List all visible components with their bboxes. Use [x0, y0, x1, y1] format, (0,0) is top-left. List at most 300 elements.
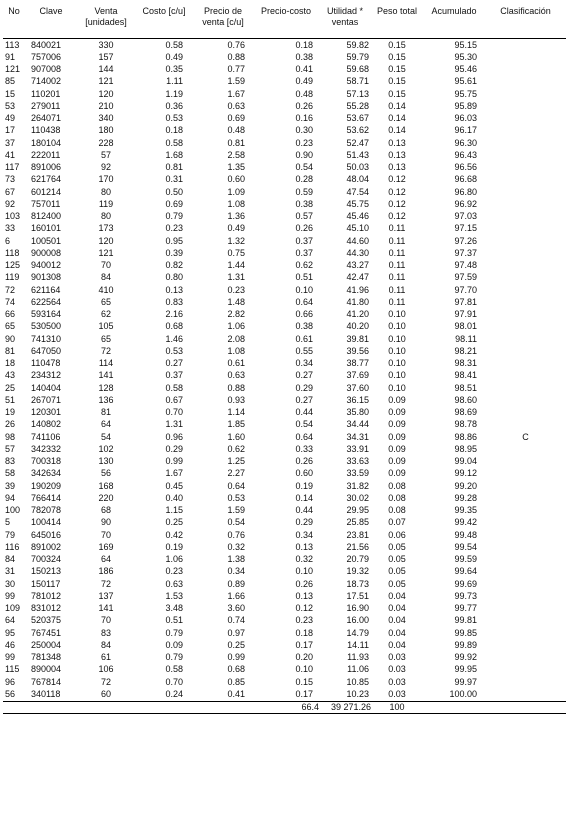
- cell-peso: 0.09: [388, 419, 406, 430]
- cell-clave: 180104: [31, 137, 62, 148]
- cell-acumulado: 99.28: [454, 492, 477, 503]
- cell-costo: 0.40: [165, 492, 183, 503]
- cell-peso: 0.15: [388, 51, 406, 62]
- cell-acumulado: 99.77: [454, 603, 477, 614]
- cell-clasificacion: [485, 247, 566, 259]
- cell-venta: 68: [100, 505, 111, 516]
- cell-peso: 0.04: [388, 590, 406, 601]
- cell-venta: 128: [98, 382, 114, 393]
- cell-utilidad: 48.04: [346, 174, 369, 185]
- cell-costo: 0.31: [165, 174, 183, 185]
- cell-clave: 120301: [31, 407, 62, 418]
- cell-precio: 0.62: [227, 443, 245, 454]
- cell-venta: 72: [100, 578, 111, 589]
- totals-empty-cell: [485, 701, 566, 713]
- cell-costo: 0.68: [165, 321, 183, 332]
- cell-precio-costo: 0.29: [295, 382, 313, 393]
- cell-utilidad: 39.56: [346, 345, 369, 356]
- cell-venta: 180: [98, 125, 114, 136]
- table-totals: [3, 701, 566, 713]
- cell-precio: 0.41: [227, 688, 245, 699]
- cell-no: 72: [5, 284, 16, 295]
- cell-acumulado: 97.15: [454, 223, 477, 234]
- cell-utilidad: 45.10: [346, 223, 369, 234]
- cell-clasificacion: [485, 296, 566, 308]
- cell-venta: 141: [98, 603, 114, 614]
- table-row: [3, 76, 566, 88]
- cell-costo: 2.16: [165, 309, 183, 320]
- cell-clave: 110201: [31, 88, 61, 99]
- cell-no: 103: [5, 211, 21, 222]
- cell-acumulado: 98.51: [454, 382, 477, 393]
- cell-costo: 0.63: [165, 578, 183, 589]
- cell-acumulado: 98.11: [455, 333, 477, 344]
- totals-row: [3, 701, 566, 713]
- cell-costo: 0.58: [165, 382, 183, 393]
- cell-no: 67: [5, 186, 16, 197]
- cell-no: 15: [5, 88, 16, 99]
- totals-empty-cell: [135, 701, 193, 713]
- cell-utilidad: 21.56: [346, 541, 369, 552]
- cell-utilidad: 45.46: [346, 211, 369, 222]
- cell-peso: 0.12: [388, 186, 406, 197]
- cell-clave: 530500: [31, 321, 62, 332]
- cell-precio: 0.61: [227, 358, 245, 369]
- table-row: [3, 480, 566, 492]
- cell-utilidad: 17.51: [346, 590, 369, 601]
- cell-venta: 83: [100, 627, 111, 638]
- cell-venta: 70: [100, 529, 111, 540]
- cell-acumulado: 97.91: [454, 309, 477, 320]
- cell-clave: 766414: [31, 492, 62, 503]
- cell-peso: 0.13: [388, 137, 406, 148]
- table-row: [3, 211, 566, 223]
- cell-peso: 0.11: [388, 272, 406, 283]
- cell-clave: 645016: [31, 529, 62, 540]
- cell-peso: 0.10: [388, 345, 406, 356]
- header-clasificacion: Clasificación: [500, 6, 551, 16]
- cell-costo: 0.18: [165, 125, 183, 136]
- cell-clave: 901308: [31, 272, 62, 283]
- cell-clave: 900008: [31, 247, 62, 258]
- table-row: [3, 260, 566, 272]
- table-row: [3, 358, 566, 370]
- cell-clave: 700324: [31, 554, 62, 565]
- cell-precio-costo: 0.59: [295, 186, 313, 197]
- cell-precio-costo: 0.19: [295, 480, 313, 491]
- cell-clasificacion: [485, 541, 566, 553]
- cell-clave: 342634: [31, 468, 62, 479]
- table-row: [3, 39, 566, 52]
- cell-clasificacion: [485, 284, 566, 296]
- cell-utilidad: 51.43: [346, 149, 369, 160]
- cell-clasificacion: [485, 419, 566, 431]
- cell-costo: 3.48: [165, 603, 183, 614]
- cell-peso: 0.10: [388, 358, 406, 369]
- cell-clave: 267071: [31, 394, 62, 405]
- cell-precio-costo: 0.54: [295, 162, 313, 173]
- cell-peso: 0.03: [388, 652, 406, 663]
- cell-venta: 340: [98, 113, 114, 124]
- cell-utilidad: 45.75: [346, 198, 369, 209]
- cell-no: 5: [5, 517, 11, 528]
- table-row: [3, 174, 566, 186]
- cell-peso: 0.15: [388, 76, 406, 87]
- cell-acumulado: 97.03: [454, 211, 477, 222]
- cell-venta: 210: [98, 100, 114, 111]
- table-row: [3, 627, 566, 639]
- cell-costo: 0.83: [165, 296, 183, 307]
- cell-clave: 757006: [31, 51, 62, 62]
- cell-utilidad: 33.63: [346, 456, 369, 467]
- cell-venta: 84: [100, 272, 111, 283]
- cell-clave: 621164: [31, 284, 61, 295]
- cell-acumulado: 99.64: [454, 566, 477, 577]
- header-clave: Clave: [39, 6, 63, 16]
- totals-empty-cell: [25, 701, 77, 713]
- cell-acumulado: 96.68: [454, 174, 477, 185]
- cell-clasificacion: [485, 676, 566, 688]
- cell-clave: 110478: [31, 358, 61, 369]
- cell-no: 118: [5, 247, 20, 258]
- cell-peso: 0.04: [388, 639, 406, 650]
- cell-precio-costo: 0.23: [295, 137, 313, 148]
- table-row: [3, 541, 566, 553]
- table-row: [3, 394, 566, 406]
- cell-peso: 0.12: [388, 174, 406, 185]
- cell-acumulado: 96.92: [454, 198, 477, 209]
- cell-costo: 0.58: [165, 39, 183, 50]
- cell-clasificacion: [485, 358, 566, 370]
- cell-precio-costo: 0.44: [295, 505, 313, 516]
- cell-peso: 0.03: [388, 664, 406, 675]
- table-row: [3, 149, 566, 161]
- cell-costo: 0.51: [165, 615, 183, 626]
- header-utilidad: [319, 6, 371, 39]
- table-row: [3, 186, 566, 198]
- cell-clave: 891006: [31, 162, 62, 173]
- cell-precio-costo: 0.49: [295, 76, 313, 87]
- cell-costo: 0.99: [165, 456, 183, 467]
- cell-peso: 0.05: [388, 554, 406, 565]
- cell-no: 113: [5, 39, 20, 50]
- cell-clave: 222011: [31, 149, 61, 160]
- cell-acumulado: 97.59: [454, 272, 477, 283]
- table-row: [3, 309, 566, 321]
- cell-costo: 0.50: [165, 186, 183, 197]
- cell-clasificacion: [485, 162, 566, 174]
- cell-no: 66: [5, 309, 16, 320]
- cell-peso: 0.09: [388, 394, 406, 405]
- cell-precio-costo: 0.34: [295, 529, 313, 540]
- cell-utilidad: 33.91: [346, 443, 369, 454]
- cell-acumulado: 98.78: [454, 419, 477, 430]
- cell-venta: 228: [98, 137, 114, 148]
- cell-no: 100: [5, 505, 21, 516]
- cell-no: 33: [5, 223, 16, 234]
- cell-venta: 81: [100, 407, 111, 418]
- cell-acumulado: 98.60: [454, 394, 477, 405]
- cell-clave: 907008: [31, 64, 62, 75]
- cell-precio: 0.34: [227, 566, 245, 577]
- cell-utilidad: 31.82: [346, 480, 369, 491]
- cell-costo: 0.19: [165, 541, 183, 552]
- cell-clasificacion: [485, 603, 566, 615]
- cell-utilidad: 53.62: [346, 125, 369, 136]
- cell-precio: 0.48: [227, 125, 245, 136]
- cell-peso: 0.04: [388, 615, 406, 626]
- cell-peso: 0.08: [388, 492, 406, 503]
- cell-clave: 940012: [31, 260, 62, 271]
- cell-costo: 0.80: [165, 272, 183, 283]
- cell-no: 30: [5, 578, 16, 589]
- cell-clasificacion: [485, 309, 566, 321]
- cell-costo: 1.68: [165, 149, 183, 160]
- cell-costo: 0.42: [165, 529, 183, 540]
- cell-costo: 0.70: [165, 407, 183, 418]
- cell-clave: 741106: [31, 431, 61, 442]
- cell-costo: 0.36: [165, 100, 183, 111]
- header-utilidad-line1: Utilidad *: [326, 6, 364, 16]
- cell-no: 119: [5, 272, 20, 283]
- cell-no: 121: [5, 64, 21, 75]
- cell-precio-costo: 0.28: [295, 174, 313, 185]
- header-venta: [77, 6, 135, 39]
- cell-clasificacion: [485, 566, 566, 578]
- cell-costo: 0.09: [165, 639, 183, 650]
- header-precio-line1: Precio de: [203, 6, 243, 16]
- cell-utilidad: 42.47: [346, 272, 369, 283]
- cell-precio-costo: 0.38: [295, 198, 313, 209]
- cell-no: 95: [5, 627, 16, 638]
- cell-costo: 0.37: [165, 370, 183, 381]
- cell-acumulado: 99.89: [454, 639, 477, 650]
- cell-utilidad: 33.59: [346, 468, 369, 479]
- cell-precio: 0.53: [227, 492, 245, 503]
- cell-utilidad: 11.06: [347, 664, 369, 675]
- cell-costo: 0.79: [165, 211, 183, 222]
- cell-utilidad: 18.73: [346, 578, 369, 589]
- cell-precio-costo: 0.26: [295, 100, 313, 111]
- cell-utilidad: 34.31: [346, 431, 369, 442]
- cell-utilidad: 39.81: [346, 333, 369, 344]
- cell-venta: 64: [100, 419, 111, 430]
- table-row: [3, 688, 566, 701]
- table-row: [3, 100, 566, 112]
- cell-acumulado: 97.37: [454, 247, 477, 258]
- cell-peso: 0.11: [388, 260, 406, 271]
- cell-peso: 0.11: [388, 223, 406, 234]
- cell-clave: 757011: [31, 198, 61, 209]
- cell-costo: 1.11: [166, 76, 183, 87]
- cell-acumulado: 95.15: [454, 39, 477, 50]
- cell-clave: 250004: [31, 639, 62, 650]
- cell-clasificacion: [485, 149, 566, 161]
- total-utilidad: 39 271.26: [330, 701, 371, 712]
- cell-venta: 60: [100, 688, 111, 699]
- cell-precio: 0.63: [227, 370, 245, 381]
- cell-venta: 102: [98, 443, 114, 454]
- table-row: [3, 443, 566, 455]
- cell-peso: 0.11: [388, 296, 406, 307]
- cell-peso: 0.10: [388, 321, 406, 332]
- cell-no: 49: [5, 113, 16, 124]
- cell-clave: 647050: [31, 345, 62, 356]
- table-row: [3, 51, 566, 63]
- table-row: [3, 125, 566, 137]
- cell-precio-costo: 0.30: [295, 125, 313, 136]
- table-row: [3, 468, 566, 480]
- cell-costo: 0.58: [165, 137, 183, 148]
- table-row: [3, 382, 566, 394]
- cell-precio: 0.88: [227, 51, 245, 62]
- cell-no: 90: [5, 333, 16, 344]
- cell-venta: 70: [100, 615, 111, 626]
- cell-clasificacion: [485, 64, 566, 76]
- cell-clave: 342332: [31, 443, 62, 454]
- cell-peso: 0.05: [388, 578, 406, 589]
- cell-acumulado: 96.30: [454, 137, 477, 148]
- cell-clasificacion: [485, 652, 566, 664]
- cell-no: 117: [5, 162, 20, 173]
- cell-precio: 1.36: [227, 211, 245, 222]
- cell-no: 94: [5, 492, 16, 503]
- cell-venta: 105: [98, 321, 114, 332]
- cell-precio-costo: 0.41: [295, 64, 313, 75]
- cell-no: 31: [5, 566, 16, 577]
- table-row: [3, 407, 566, 419]
- cell-acumulado: 95.61: [454, 76, 477, 87]
- cell-precio-costo: 0.61: [295, 333, 313, 344]
- cell-no: 85: [5, 76, 16, 87]
- cell-peso: 0.06: [388, 529, 406, 540]
- cell-precio-costo: 0.38: [295, 321, 313, 332]
- cell-venta: 220: [98, 492, 114, 503]
- cell-no: 98: [5, 431, 16, 442]
- cell-precio: 0.97: [227, 627, 245, 638]
- cell-precio: 0.49: [227, 223, 245, 234]
- table-row: [3, 639, 566, 651]
- cell-acumulado: 99.59: [454, 554, 477, 565]
- cell-clasificacion: [485, 529, 566, 541]
- cell-acumulado: 98.69: [454, 407, 477, 418]
- cell-venta: 72: [100, 345, 111, 356]
- cell-precio-costo: 0.64: [295, 296, 313, 307]
- cell-venta: 169: [98, 541, 114, 552]
- cell-venta: 57: [100, 149, 111, 160]
- cell-acumulado: 99.69: [454, 578, 477, 589]
- cell-acumulado: 98.41: [454, 370, 477, 381]
- cell-utilidad: 19.32: [346, 566, 369, 577]
- table-row: [3, 615, 566, 627]
- cell-no: 74: [5, 296, 16, 307]
- table-row: [3, 431, 566, 443]
- cell-clave: 622564: [31, 296, 62, 307]
- cell-precio-costo: 0.26: [295, 578, 313, 589]
- cell-utilidad: 16.00: [346, 615, 369, 626]
- cell-costo: 0.96: [165, 431, 183, 442]
- cell-no: 73: [5, 174, 16, 185]
- cell-precio-costo: 0.10: [295, 664, 313, 675]
- cell-acumulado: 99.95: [454, 664, 477, 675]
- cell-clasificacion: [485, 590, 566, 602]
- table-row: [3, 296, 566, 308]
- cell-utilidad: 55.28: [346, 100, 369, 111]
- cell-precio-costo: 0.18: [295, 39, 313, 50]
- cell-precio: 0.77: [227, 64, 245, 75]
- cell-venta: 120: [98, 88, 114, 99]
- table-row: [3, 113, 566, 125]
- cell-precio: 0.64: [227, 480, 245, 491]
- cell-utilidad: 34.44: [346, 419, 369, 430]
- cell-precio-costo: 0.13: [295, 590, 313, 601]
- cell-clasificacion: [485, 198, 566, 210]
- cell-precio-costo: 0.12: [295, 603, 313, 614]
- cell-venta: 120: [98, 235, 114, 246]
- cell-utilidad: 23.81: [346, 529, 369, 540]
- cell-precio-costo: 0.10: [295, 566, 313, 577]
- table-row: [3, 137, 566, 149]
- cell-precio-costo: 0.60: [295, 468, 313, 479]
- cell-costo: 0.58: [165, 664, 183, 675]
- cell-clave: 520375: [31, 615, 62, 626]
- cell-peso: 0.09: [388, 431, 406, 442]
- table-row: [3, 652, 566, 664]
- cell-precio-costo: 0.54: [295, 419, 313, 430]
- cell-precio: 0.60: [227, 174, 245, 185]
- cell-clasificacion: [485, 480, 566, 492]
- cell-clasificacion: [485, 407, 566, 419]
- totals-empty-cell: [3, 701, 25, 713]
- cell-precio-costo: 0.20: [295, 652, 313, 663]
- cell-peso: 0.15: [388, 39, 406, 50]
- cell-utilidad: 10.23: [346, 688, 369, 699]
- cell-no: 92: [5, 198, 16, 209]
- cell-venta: 70: [100, 260, 111, 271]
- cell-costo: 0.27: [165, 358, 183, 369]
- cell-precio-costo: 0.18: [295, 627, 313, 638]
- cell-precio: 1.08: [227, 198, 245, 209]
- cell-no: 41: [5, 149, 16, 160]
- table-row: [3, 64, 566, 76]
- cell-no: 39: [5, 480, 16, 491]
- cell-acumulado: 99.04: [454, 456, 477, 467]
- cell-venta: 80: [100, 211, 111, 222]
- cell-clasificacion: [485, 554, 566, 566]
- table-row: [3, 235, 566, 247]
- cell-no: 99: [5, 590, 16, 601]
- cell-venta: 121: [98, 247, 114, 258]
- cell-precio-costo: 0.16: [295, 113, 313, 124]
- cell-peso: 0.05: [388, 566, 406, 577]
- cell-precio: 0.89: [227, 578, 245, 589]
- cell-venta: 54: [100, 431, 111, 442]
- cell-acumulado: 96.80: [454, 186, 477, 197]
- cell-precio-costo: 0.27: [295, 394, 313, 405]
- cell-precio: 0.74: [227, 615, 245, 626]
- cell-costo: 0.45: [165, 480, 183, 491]
- cell-costo: 0.67: [165, 394, 183, 405]
- table-row: [3, 162, 566, 174]
- table-row: [3, 284, 566, 296]
- cell-precio-costo: 0.14: [295, 492, 313, 503]
- cell-costo: 0.23: [165, 566, 183, 577]
- cell-peso: 0.15: [388, 64, 406, 75]
- cell-clasificacion: [485, 517, 566, 529]
- cell-precio: 2.08: [227, 333, 245, 344]
- cell-costo: 0.81: [165, 162, 183, 173]
- cell-venta: 84: [100, 639, 111, 650]
